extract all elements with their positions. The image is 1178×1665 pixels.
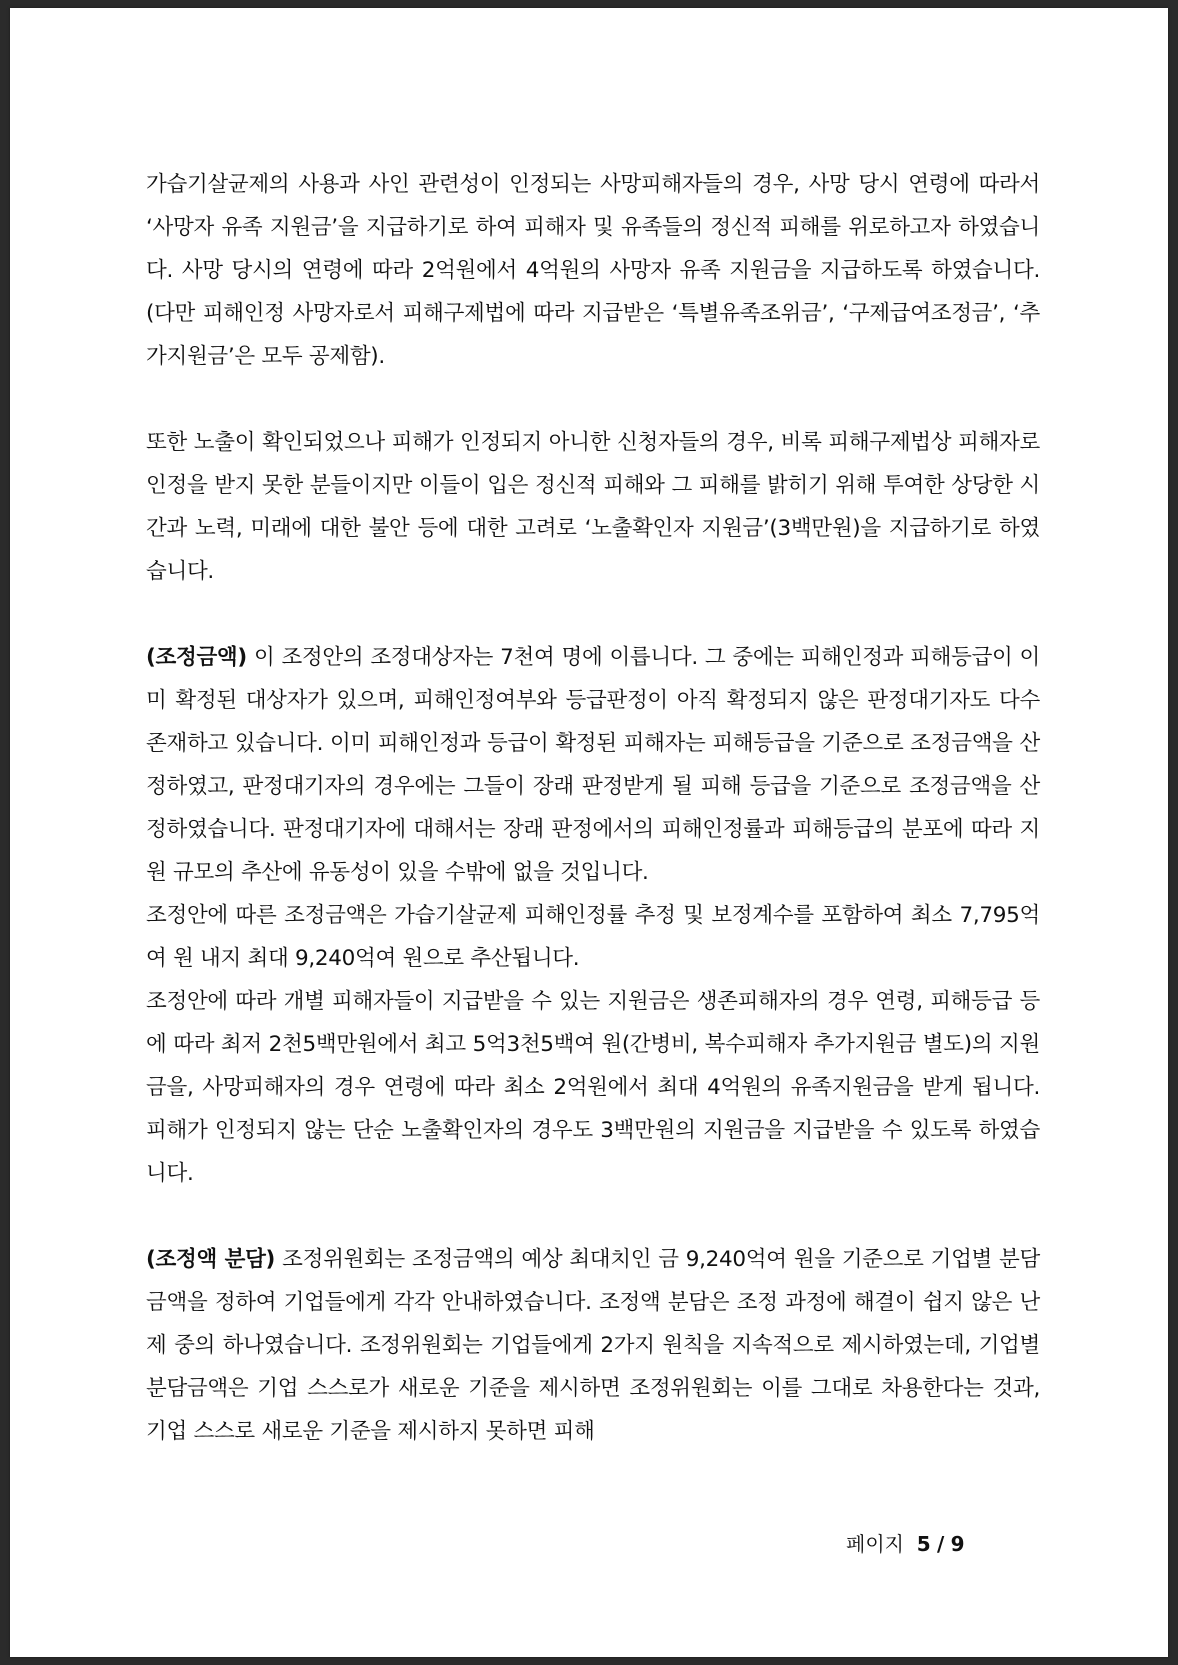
page-label: 페이지 bbox=[846, 1532, 904, 1556]
paragraph-text: 조정안에 따른 조정금액은 가습기살균제 피해인정률 추정 및 보정계수를 포함하여 최소 7,795억여 원 내지 최대 9,240억여 원으로 추산됩니다. bbox=[146, 903, 1040, 971]
paragraph-text: 또한 노출이 확인되었으나 피해가 인정되지 아니한 신청자들의 경우, 비록 피해구제법상 피해자로 인정을 받지 못한 분들이지만 이들이 입은 정신적 피해와 그 피해를 밝히기 위해 투여한 상당한 시간과 노력, 미래에 대한 불안 등에 대한 고려로 ‘노출확인자 지원금’(3백만원)을 지급하기로 하였습니다. bbox=[146, 430, 1040, 584]
document-body bbox=[146, 163, 1040, 1453]
page-number bbox=[846, 1528, 965, 1557]
document-page bbox=[10, 8, 1168, 1657]
paragraph-individual-support bbox=[146, 980, 1040, 1195]
paragraph-cost-sharing bbox=[146, 1238, 1040, 1453]
total-pages: 9 bbox=[950, 1532, 965, 1556]
page-separator: / bbox=[936, 1532, 945, 1556]
paragraph-text: 조정안에 따라 개별 피해자들이 지급받을 수 있는 지원금은 생존피해자의 경우 연령, 피해등급 등에 따라 최저 2천5백만원에서 최고 5억3천5백여 원(간병비, 복수피해자 추가지원금 별도)의 지원금을, 사망피해자의 경우 연령에 따라 최소 2억원에서 최대 4억원의 유족지원금을 받게 됩니다. 피해가 인정되지 않는 단순 노출확인자의 경우도 3백만원의 지원금을 지급받을 수 있도록 하였습니다. bbox=[146, 989, 1040, 1186]
paragraph-death-compensation bbox=[146, 163, 1040, 378]
paragraph-text: 이 조정안의 조정대상자는 7천여 명에 이릅니다. 그 중에는 피해인정과 피해등급이 이미 확정된 대상자가 있으며, 피해인정여부와 등급판정이 아직 확정되지 않은 판정대기자도 다수 존재하고 있습니다. 이미 피해인정과 등급이 확정된 피해자는 피해등급을 기준으로 조정금액을 산정하였고, 판정대기자의 경우에는 그들이 장래 판정받게 될 피해 등급을 기준으로 조정금액을 산정하였습니다. 판정대기자에 대해서는 장래 판정에서의 피해인정률과 피해등급의 분포에 따라 지원 규모의 추산에 유동성이 있을 수밖에 없을 것입니다. bbox=[146, 645, 1040, 885]
paragraph-text: 조정위원회는 조정금액의 예상 최대치인 금 9,240억여 원을 기준으로 기업별 분담금액을 정하여 기업들에게 각각 안내하였습니다. 조정액 분담은 조정 과정에 해결이 쉽지 않은 난제 중의 하나였습니다. 조정위원회는 기업들에게 2가지 원칙을 지속적으로 제시하였는데, 기업별 분담금액은 기업 스스로가 새로운 기준을 제시하면 조정위원회는 이를 그대로 차용한다는 것과, 기업 스스로 새로운 기준을 제시하지 못하면 피해 bbox=[146, 1247, 1041, 1444]
section-label: (조정금액) bbox=[146, 645, 247, 670]
section-label: (조정액 분담) bbox=[146, 1247, 276, 1272]
paragraph-exposure-support bbox=[146, 421, 1040, 593]
current-page: 5 bbox=[916, 1532, 931, 1556]
paragraph-total-estimate bbox=[146, 894, 1040, 980]
paragraph-adjustment-amount bbox=[146, 636, 1040, 894]
paragraph-text: 가습기살균제의 사용과 사인 관련성이 인정되는 사망피해자들의 경우, 사망 당시 연령에 따라서 ‘사망자 유족 지원금’을 지급하기로 하여 피해자 및 유족들의 정신적 피해를 위로하고자 하였습니다. 사망 당시의 연령에 따라 2억원에서 4억원의 사망자 유족 지원금을 지급하도록 하였습니다. (다만 피해인정 사망자로서 피해구제법에 따라 지급받은 ‘특별유족조위금’, ‘구제급여조정금’, ‘추가지원금’은 모두 공제함). bbox=[146, 172, 1040, 369]
